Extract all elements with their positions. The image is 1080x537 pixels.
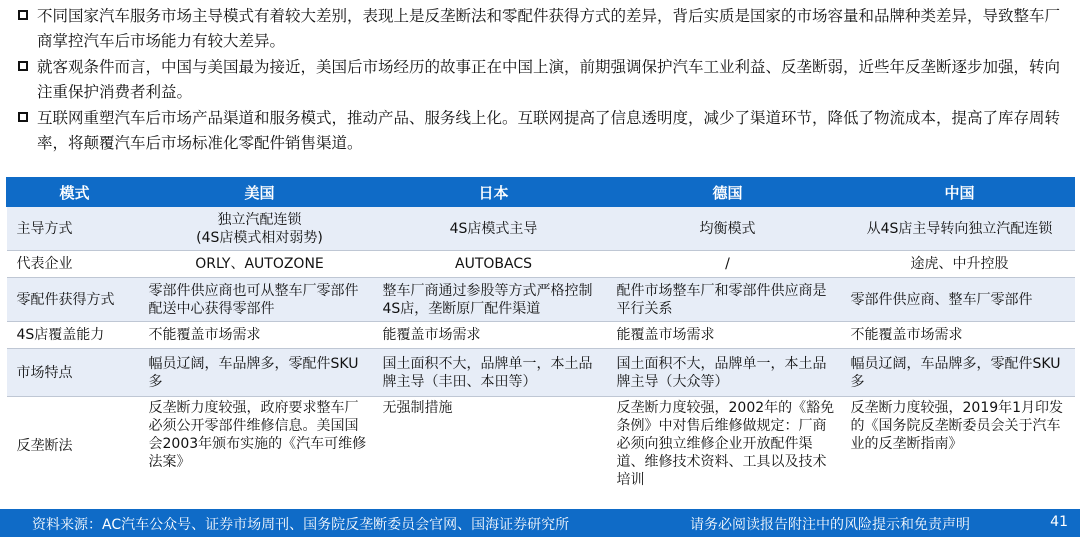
table-cell: 无强制措施	[377, 397, 611, 495]
page-number: 41	[1050, 514, 1068, 530]
table-cell: 独立汽配连锁 (4S店模式相对弱势)	[143, 207, 377, 251]
table-cell: 反垄断力度较强，2002年的《豁免条例》中对售后维修做规定：厂商必须向独立维修企业开放配件渠道、维修技术资料、工具以及技术培训	[611, 397, 845, 495]
table-cell: 不能覆盖市场需求	[143, 322, 377, 349]
header-usa: 美国	[143, 178, 377, 207]
table-cell: 途虎、中升控股	[845, 251, 1075, 278]
square-bullet-icon	[18, 10, 28, 20]
table-cell: 配件市场整车厂和零部件供应商是平行关系	[611, 278, 845, 322]
disclaimer-note: 请务必阅读报告附注中的风险提示和免责声明	[690, 517, 970, 533]
table-row	[7, 251, 1075, 278]
table-cell: 能覆盖市场需求	[611, 322, 845, 349]
table-row	[7, 349, 1075, 397]
table-cell: 不能覆盖市场需求	[845, 322, 1075, 349]
bullet-text: 互联网重塑汽车后市场产品渠道和服务模式，推动产品、服务线上化。互联网提高了信息透明度，减少了渠道环节，降低了物流成本，提高了库存周转率，将颠覆汽车后市场标准化零配件销售渠道。	[37, 109, 1061, 152]
footer-bar	[0, 509, 1080, 537]
table-row	[7, 207, 1075, 251]
table-cell: 4S店模式主导	[377, 207, 611, 251]
table-header-row	[7, 178, 1075, 207]
bullet-item	[18, 106, 1068, 155]
bullet-text: 就客观条件而言，中国与美国最为接近，美国后市场经历的故事正在中国上演，前期强调保护汽车工业利益、反垄断弱，近些年反垄断逐步加强，转向注重保护消费者利益。	[37, 58, 1061, 101]
comparison-table	[6, 177, 1075, 495]
source-note: 资料来源：AC汽车公众号、证券市场周刊、国务院反垄断委员会官网、国海证券研究所	[32, 517, 570, 533]
table-cell: 均衡模式	[611, 207, 845, 251]
table-row	[7, 397, 1075, 495]
table-cell: 幅员辽阔，车品牌多，零配件SKU多	[845, 349, 1075, 397]
table-cell: ORLY、AUTOZONE	[143, 251, 377, 278]
table-cell: 国土面积不大，品牌单一，本土品牌主导（丰田、本田等）	[377, 349, 611, 397]
row-label: 反垄断法	[7, 397, 143, 495]
table-cell: 国土面积不大，品牌单一，本土品牌主导（大众等）	[611, 349, 845, 397]
table-cell: 零部件供应商也可从整车厂零部件配送中心获得零部件	[143, 278, 377, 322]
row-label: 代表企业	[7, 251, 143, 278]
table-row	[7, 278, 1075, 322]
header-germany: 德国	[611, 178, 845, 207]
table-cell: 整车厂商通过参股等方式严格控制4S店，垄断原厂配件渠道	[377, 278, 611, 322]
bullet-list	[18, 4, 1068, 157]
square-bullet-icon	[18, 112, 28, 122]
table-cell: 反垄断力度较强，2019年1月印发的《国务院反垄断委员会关于汽车业的反垄断指南》	[845, 397, 1075, 495]
header-mode: 模式	[7, 178, 143, 207]
table-cell: 零部件供应商、整车厂零部件	[845, 278, 1075, 322]
bullet-text: 不同国家汽车服务市场主导模式有着较大差别，表现上是反垄断法和零配件获得方式的差异，背后实质是国家的市场容量和品牌种类差异，导致整车厂商掌控汽车后市场能力有较大差异。	[37, 7, 1061, 50]
table-cell: /	[611, 251, 845, 278]
row-label: 市场特点	[7, 349, 143, 397]
table-row	[7, 322, 1075, 349]
row-label: 4S店覆盖能力	[7, 322, 143, 349]
row-label: 主导方式	[7, 207, 143, 251]
table-cell: 能覆盖市场需求	[377, 322, 611, 349]
table-cell: 幅员辽阔，车品牌多，零配件SKU多	[143, 349, 377, 397]
table-cell: AUTOBACS	[377, 251, 611, 278]
bullet-item	[18, 55, 1068, 104]
row-label: 零配件获得方式	[7, 278, 143, 322]
table-cell: 反垄断力度较强，政府要求整车厂必须公开零部件维修信息。美国国会2003年颁布实施的《汽车可维修法案》	[143, 397, 377, 495]
header-japan: 日本	[377, 178, 611, 207]
header-china: 中国	[845, 178, 1075, 207]
bullet-item	[18, 4, 1068, 53]
table-cell: 从4S店主导转向独立汽配连锁	[845, 207, 1075, 251]
square-bullet-icon	[18, 61, 28, 71]
